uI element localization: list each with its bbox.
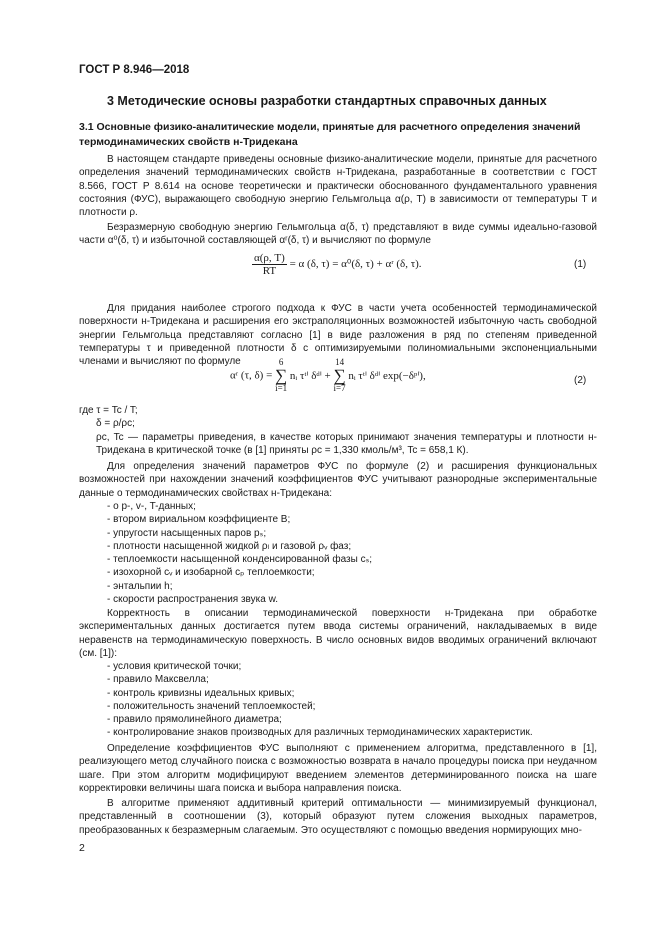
equation-1-denominator: RT xyxy=(262,265,277,277)
list-item: - теплоемкости насыщенной конденсированной фазы cₛ; xyxy=(107,554,373,566)
paragraph-2-text: Безразмерную свободную энергию Гельмгольца α(δ, τ) представляют в виде суммы идеально-газовой части α⁰(δ, τ) и избыточной составляющей αʳ(δ, τ) и вычисляют по формуле xyxy=(79,222,597,247)
paragraph-5-text: Корректность в описании термодинамической поверхности н-Тридекана при обработке экспериментальных данных достигается путем ввода системы ограничений, накладываемых в виде неравенств на термодинамическую поверхность. В число основных видов вводимых ограничений включают (см. [1]): xyxy=(79,608,597,659)
list-item: - плотности насыщенной жидкой ρₗ и газовой ρᵥ фаз; xyxy=(107,540,352,552)
paragraph-1 xyxy=(79,153,597,219)
paragraph-4 xyxy=(79,460,597,500)
list-item: - контроль кривизны идеальных кривых; xyxy=(107,687,295,699)
list-item: - изохорной cᵥ и изобарной cₚ теплоемкости; xyxy=(107,567,315,579)
equation-2-lhs: αʳ (τ, δ) = xyxy=(230,369,273,382)
list-item: - о p-, v-, T-данных; xyxy=(107,501,196,512)
equation-2-number: (2) xyxy=(574,375,587,386)
list-item: - упругости насыщенных паров pₛ; xyxy=(107,527,267,539)
sum-2-bottom: i=7 xyxy=(333,383,346,393)
paragraph-1-text: В настоящем стандарте приведены основные физико-аналитические модели, принятые для расчетного определения значений термодинамических свойств н-Тридекана, разработанные в соответствии с ГОСТ 8.566, ГОСТ Р 8.614 на основе теоретически и практически обоснованного фундаментального уравнения состояния (ФУС), выражающего свободную энергию Гельмгольца α(ρ, T) в зависимости от температуры T и плотности ρ. xyxy=(79,154,597,219)
where-line-delta: δ = ρ/ρc; xyxy=(96,418,135,430)
sum-1-top: 6 xyxy=(278,357,284,367)
list-item: - положительность значений теплоемкостей; xyxy=(107,700,316,712)
sum-2-top: 14 xyxy=(335,357,345,367)
constraint-list xyxy=(79,660,597,740)
subsection-title: 3.1 Основные физико-аналитические модели, принятые для расчетного определения значений термодинамических свойств н-Тридекана xyxy=(79,121,581,148)
paragraph-2 xyxy=(79,221,597,248)
equation-1-numerator: α(ρ, T) xyxy=(254,252,285,264)
section-title: 3 Методические основы разработки стандартных справочных данных xyxy=(107,94,547,108)
list-item: - контролирование знаков производных для различных термодинамических характеристик. xyxy=(107,727,533,739)
sum-2-sigma: ∑ xyxy=(333,366,346,385)
sum-2 xyxy=(334,358,346,393)
paragraph-7 xyxy=(79,797,597,837)
sum-1-bottom: i=1 xyxy=(275,383,288,393)
list-item: - правило Максвелла; xyxy=(107,674,209,686)
paragraph-7-text: В алгоритме применяют аддитивный критерий оптимальности — минимизируемый функционал, представленный в соотношении (3), который образуют путем сложения выходных параметров, преобразованных к безразмерным слагаемым. Это осуществляют с помощью введения нормирующих мно- xyxy=(79,798,597,836)
list-item: - втором вириальном коэффициенте B; xyxy=(107,514,291,526)
page-number: 2 xyxy=(79,842,85,854)
paragraph-4-text: Для определения значений параметров ФУС по формуле (2) и расширения функциональных возможностей при нахождении значений коэффициентов ФУС учитывают разнородные экспериментальные данные о термодинамических свойствах н-Тридекана: xyxy=(79,461,597,499)
paragraph-3-text: Для придания наиболее строгого подхода к ФУС в части учета особенностей термодинамической поверхности н-Тридекана и расширения его экстраполяционных возможностей избыточную часть свободной энергии Гельмгольца представляют согласно [1] в виде разложения в ряд по степеням приведенной температуры τ и приведенной плотности δ с оптимизируемыми полиномиальными экспоненциальными членами и вычисляют по формуле xyxy=(79,303,597,368)
list-item: - скорости распространения звука w. xyxy=(107,594,279,606)
equation-2 xyxy=(230,358,426,393)
where-block xyxy=(79,404,597,457)
where-line-tau: где τ = Tc / T; xyxy=(79,405,138,416)
equation-1-rhs: = α (δ, τ) = α⁰(δ, τ) + αʳ (δ, τ). xyxy=(289,258,422,271)
sum-1-sigma: ∑ xyxy=(275,366,288,385)
equation-2-term-1: nᵢ τᵗⁱ δᵈⁱ + xyxy=(289,370,331,382)
equation-2-term-2: nᵢ τᵗⁱ δᵈⁱ exp(−δᵖⁱ), xyxy=(348,370,426,382)
equation-1-number: (1) xyxy=(574,259,587,270)
paragraph-5 xyxy=(79,607,597,660)
equation-1-fraction xyxy=(252,252,287,277)
paragraph-6-text: Определение коэффициентов ФУС выполняют с применением алгоритма, представленного в [1], реализующего метод случайного поиска с возможностью возврата в начало процедуры поиска при неудачном шаге. При этом алгоритм модифицируют введением элементов детерминированного поиска на шаге корректировки величины шага поиска и выбора направления поиска. xyxy=(79,743,597,794)
document-header: ГОСТ Р 8.946—2018 xyxy=(79,64,190,76)
where-line-params: ρc, Tc — параметры приведения, в качестве которых принимают значения температуры и плотности н-Тридекана в критической точке (в [1] приняты ρc = 1,330 кмоль/м³, Tc = 658,1 К). xyxy=(96,431,597,456)
measurement-list xyxy=(79,500,597,606)
paragraph-6 xyxy=(79,742,597,795)
list-item: - правило прямолинейного диаметра; xyxy=(107,714,282,726)
list-item: - условия критической точки; xyxy=(107,661,242,672)
list-item: - энтальпии h; xyxy=(107,580,173,592)
equation-1 xyxy=(252,252,422,277)
sum-1 xyxy=(275,358,287,393)
